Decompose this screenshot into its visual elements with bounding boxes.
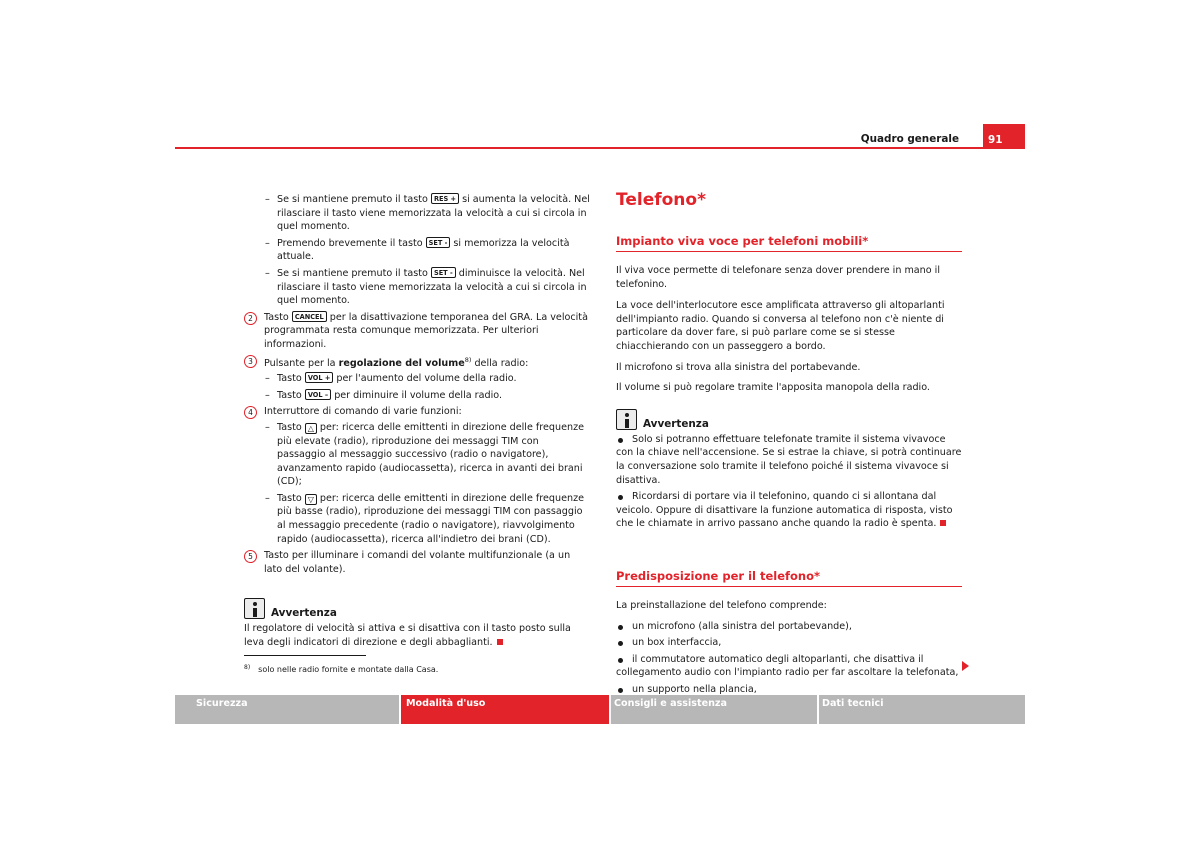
note-text: Il regolatore di velocità si attiva e si disattiva con il tasto posto sulla leva degli indicatori di direzione e degli abbaglianti. xyxy=(244,623,571,649)
list-item: – Tasto ▽ per: ricerca delle emittenti in direzione delle frequenze più basse (radio), riproduzione dei messaggi TIM con passaggio al messaggio precedente (radio o navigatore), riavvolgimento rapido (audiocassetta), ricerca all'indietro dei brani (CD). xyxy=(244,492,590,546)
end-of-section-icon xyxy=(940,520,946,526)
footnote: $^{8)}$ solo nelle radio fornite e montate dalla Casa. xyxy=(244,664,439,674)
numbered-item-3: 3 Pulsante per la regolazione del volume$^{8)}$ della radio: xyxy=(244,354,590,371)
list-item: – Tasto △ per: ricerca delle emittenti in direzione delle frequenze più elevate (radio), riproduzione dei messaggi TIM con passaggio al messaggio successivo (radio o navigatore), avanzamento rapido (audiocassetta), ricerca in avanti dei brani (CD); xyxy=(244,421,590,489)
footnote-ref: 8) xyxy=(464,355,472,364)
left-column xyxy=(244,193,590,653)
res-plus-key-icon: RES + xyxy=(431,193,459,204)
list-item: – Se si mantiene premuto il tasto SET - diminuisce la velocità. Nel rilasciare il tasto viene memorizzata la velocità a cui si circola in quel momento. xyxy=(244,267,590,308)
triangle-down-key-icon: ▽ xyxy=(305,494,317,505)
paragraph: Il volume si può regolare tramite l'apposita manopola della radio. xyxy=(616,382,930,394)
footer-nav xyxy=(175,695,1025,724)
running-header: Quadro generale xyxy=(860,133,959,145)
tab-sicurezza[interactable]: Sicurezza xyxy=(175,695,399,724)
list-item: il commutatore automatico degli altoparlanti, che disattiva il collegamento audio con l'impianto radio per far ascoltare la telefonata, xyxy=(616,653,962,680)
note-title: Avvertenza xyxy=(271,607,337,620)
note-title: Avvertenza xyxy=(643,417,709,430)
list-item: un supporto nella plancia, xyxy=(616,683,962,697)
callout-number-icon: 4 xyxy=(244,406,257,419)
section-title: Telefono* xyxy=(616,190,706,210)
numbered-item-4: 4 Interruttore di comando di varie funzioni: xyxy=(244,405,590,419)
list-item: – Premendo brevemente il tasto SET - si memorizza la velocità attuale. xyxy=(244,237,590,264)
vol-minus-key-icon: VOL – xyxy=(305,389,331,400)
subsection-title: Impianto viva voce per telefoni mobili* xyxy=(616,234,962,252)
note-bullet: Solo si potranno effettuare telefonate tramite il sistema vivavoce con la chiave nell'accensione. Se si estrae la chiave, si potrà continuare la conversazione solo tramite il telefono poiché il sistema vivavoce si disattiva. xyxy=(616,433,962,486)
vol-plus-key-icon: VOL + xyxy=(305,372,334,383)
note-header xyxy=(616,409,962,430)
info-icon xyxy=(616,409,637,430)
footnote-rule xyxy=(244,655,366,656)
header-rule xyxy=(175,147,1025,149)
paragraph: Il microfono si trova alla sinistra del portabevande. xyxy=(616,361,861,373)
page-number: 91 xyxy=(983,124,1025,149)
list-item: un box interfaccia, xyxy=(616,636,962,650)
tab-consigli-assistenza[interactable]: Consigli e assistenza xyxy=(611,695,817,724)
continue-arrow-icon xyxy=(962,661,969,671)
numbered-item-5: 5 Tasto per illuminare i comandi del volante multifunzionale (a un lato del volante). xyxy=(244,549,590,576)
subsection-title: Predisposizione per il telefono* xyxy=(616,569,962,587)
right-column xyxy=(616,190,962,699)
set-minus-key-icon: SET - xyxy=(431,267,456,278)
numbered-item-2: 2 Tasto CANCEL per la disattivazione temporanea del GRA. La velocità programmata resta comunque memorizzata. Per ulteriori informazioni. xyxy=(244,311,590,352)
paragraph: Il viva voce permette di telefonare senza dover prendere in mano il telefonino. xyxy=(616,265,940,290)
list-item: – Se si mantiene premuto il tasto RES + si aumenta la velocità. Nel rilasciare il tasto viene memorizzata la velocità a cui si circola in quel momento. xyxy=(244,193,590,234)
paragraph: La voce dell'interlocutore esce amplificata attraverso gli altoparlanti dell'impianto radio. Quando si conversa al telefono non c'è niente di particolare da dover fare, si può parlare come se si stesse chiacchierando con un passeggero a bordo. xyxy=(616,300,945,352)
end-of-section-icon xyxy=(497,639,503,645)
cancel-key-icon: CANCEL xyxy=(292,311,327,322)
info-icon xyxy=(244,598,265,619)
set-minus-key-icon: SET - xyxy=(426,237,451,248)
list-item: – Tasto VOL + per l'aumento del volume della radio. xyxy=(244,372,590,386)
callout-number-icon: 3 xyxy=(244,355,257,368)
list-item: un microfono (alla sinistra del portabevande), xyxy=(616,620,962,634)
list-item: – Tasto VOL – per diminuire il volume della radio. xyxy=(244,389,590,403)
paragraph: La preinstallazione del telefono comprende: xyxy=(616,599,827,611)
callout-number-icon: 2 xyxy=(244,312,257,325)
callout-number-icon: 5 xyxy=(244,550,257,563)
note-bullet: Ricordarsi di portare via il telefonino, quando ci si allontana dal veicolo. Oppure di disattivare la funzione automatica di risposta, visto che le chiamate in arrivo passano anche quando la radio è spenta. xyxy=(616,490,962,531)
note-header xyxy=(244,598,590,619)
tab-modalita-duso[interactable]: Modalità d'uso xyxy=(401,695,609,724)
triangle-up-key-icon: △ xyxy=(305,423,317,434)
tab-dati-tecnici[interactable]: Dati tecnici xyxy=(819,695,1025,724)
